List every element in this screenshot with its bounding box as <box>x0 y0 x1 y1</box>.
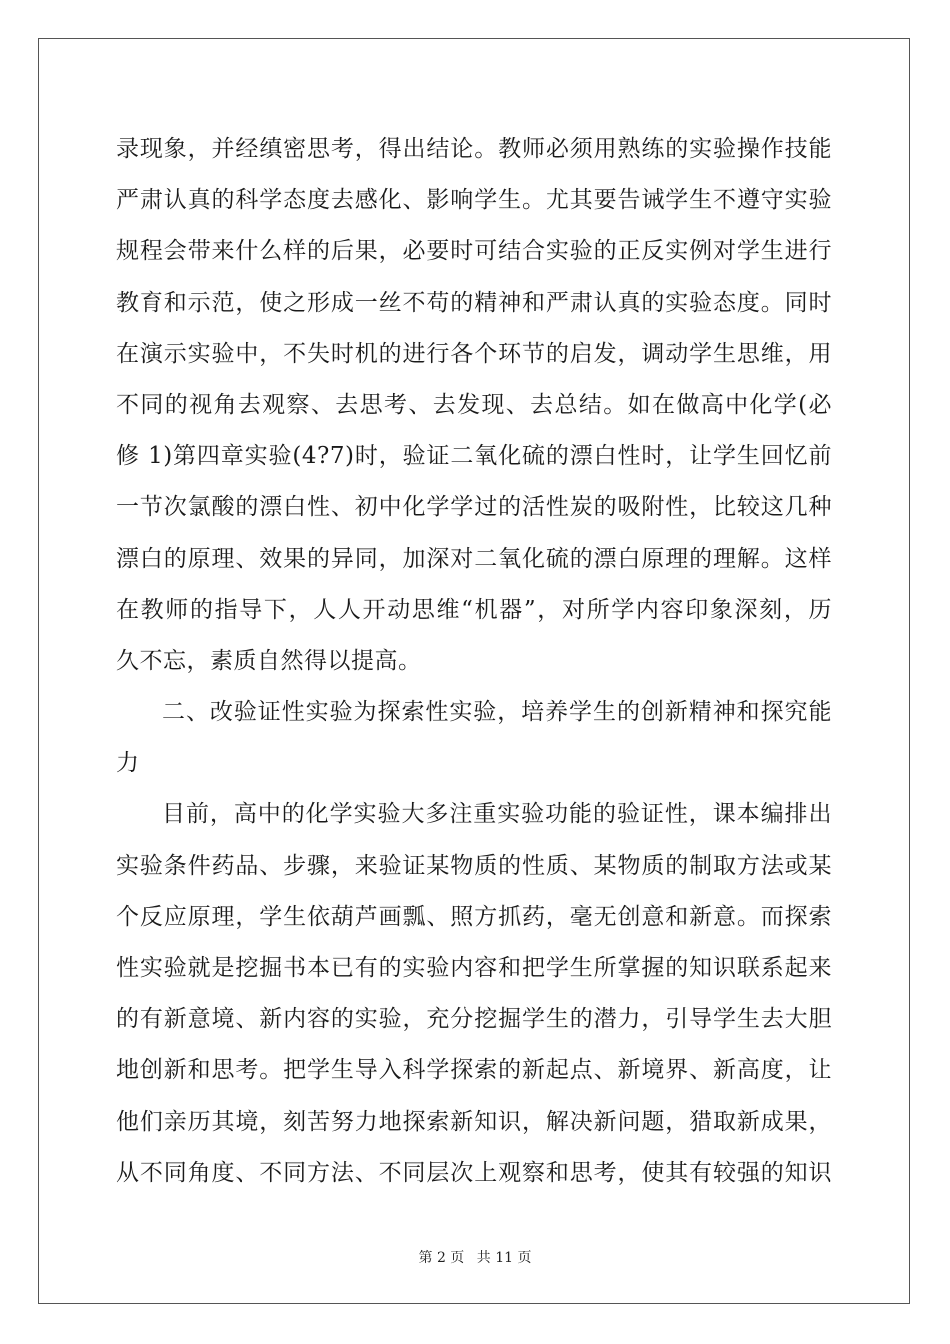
text-line: 久不忘，素质自然得以提高。 <box>116 647 422 674</box>
text-line: 在演示实验中，不失时机的进行各个环节的启发，调动学生思维，用 <box>116 340 832 367</box>
text-line: 一节次氯酸的漂白性、初中化学学过的活性炭的吸附性，比较这几种 <box>116 494 832 521</box>
text-line: 实验条件药品、步骤，来验证某物质的性质、某物质的制取方法或某 <box>116 852 832 879</box>
text-line: 他们亲历其境，刻苦努力地探索新知识，解决新问题，猎取新成果， <box>116 1108 832 1135</box>
page-number: 第 2 页 <box>418 1250 465 1266</box>
text-line: 录现象，并经缜密思考，得出结论。教师必须用熟练的实验操作技能 <box>116 136 832 162</box>
text-line: 在教师的指导下，人人开动思维“机器”，对所学内容印象深刻，历 <box>116 596 832 623</box>
text-line: 力 <box>116 750 140 777</box>
text-line: 个反应原理，学生依葫芦画瓢、照方抓药，毫无创意和新意。而探索 <box>116 903 832 930</box>
text-line: 地创新和思考。把学生导入科学探索的新起点、新境界、新高度，让 <box>116 1057 832 1084</box>
text-line: 不同的视角去观察、去思考、去发现、去总结。如在做高中化学(必 <box>116 391 832 418</box>
text-line: 的有新意境、新内容的实验，充分挖掘学生的潜力，引导学生去大胆 <box>116 1006 832 1033</box>
text-line: 目前，高中的化学实验大多注重实验功能的验证性，课本编排出 <box>162 801 832 828</box>
text-line: 修 1)第四章实验(4?7)时，验证二氧化硫的漂白性时，让学生回忆前 <box>116 443 832 470</box>
document-body <box>116 124 832 1199</box>
page-footer <box>0 1247 950 1267</box>
text-line: 二、改验证性实验为探索性实验，培养学生的创新精神和探究能 <box>162 699 832 726</box>
text-line: 教育和示范，使之形成一丝不苟的精神和严肃认真的实验态度。同时 <box>116 289 832 316</box>
text-line: 性实验就是挖掘书本已有的实验内容和把学生所掌握的知识联系起来 <box>116 955 832 981</box>
text-line: 规程会带来什么样的后果，必要时可结合实验的正反实例对学生进行 <box>116 238 832 265</box>
text-line: 严肃认真的科学态度去感化、影响学生。尤其要告诫学生不遵守实验 <box>116 187 832 214</box>
text-line: 从不同角度、不同方法、不同层次上观察和思考，使其有较强的知识 <box>116 1159 832 1186</box>
text-line: 漂白的原理、效果的异同，加深对二氧化硫的漂白原理的理解。这样 <box>116 545 832 572</box>
total-pages: 共 11 页 <box>476 1250 532 1266</box>
